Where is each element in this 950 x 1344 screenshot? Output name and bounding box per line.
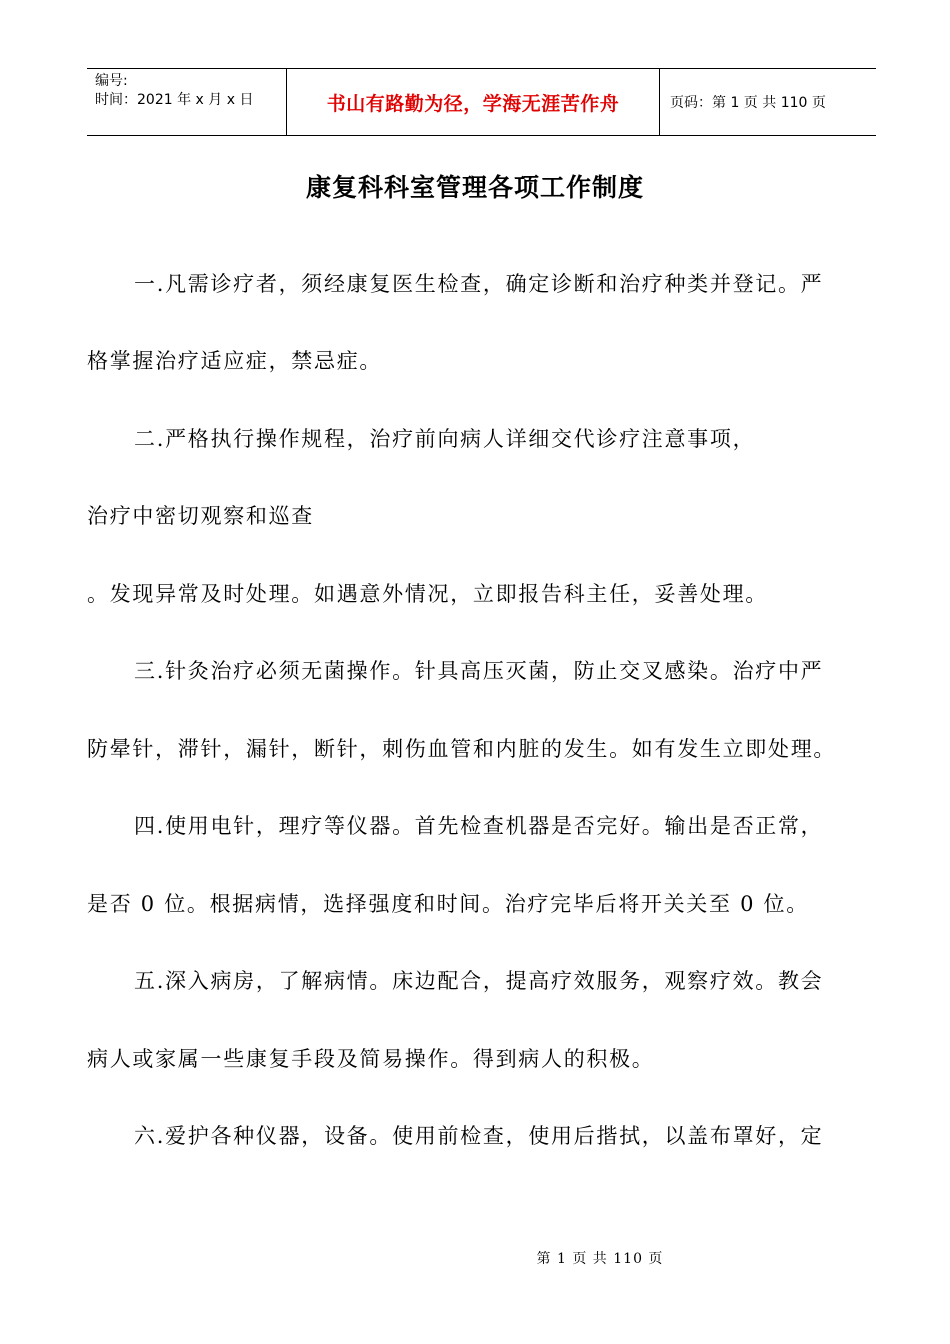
paragraph-line: 防晕针，滞针，漏针，断针，刺伤血管和内脏的发生。如有发生立即处理。: [87, 737, 837, 761]
paragraph-line: 一.凡需诊疗者，须经康复医生检查，确定诊断和治疗种类并登记。严: [134, 272, 824, 296]
motto: 书山有路勤为径，学海无涯苦作舟: [326, 92, 620, 115]
time-label: 时间：2021 年 x 月 x 日: [95, 92, 254, 108]
document-header: [87, 68, 876, 136]
document-title: 康复科科室管理各项工作制度: [305, 173, 644, 202]
paragraph-line: 治疗中密切观察和巡查: [87, 504, 314, 528]
page-footer: 第 1 页 共 110 页: [536, 1251, 664, 1267]
paragraph-line: 格掌握治疗适应症，禁忌症。: [87, 349, 383, 373]
paragraph-line: 病人或家属一些康复手段及简易操作。得到病人的积极。: [87, 1047, 655, 1071]
paragraph-line: 六.爱护各种仪器，设备。使用前检查，使用后揩拭，以盖布罩好，定: [134, 1124, 824, 1148]
paragraph-line: 是否 0 位。根据病情，选择强度和时间。治疗完毕后将开关关至 0 位。: [87, 892, 809, 916]
paragraph-line: 二.严格执行操作规程，治疗前向病人详细交代诊疗注意事项，: [134, 427, 756, 451]
paragraph-line: 四.使用电针，理疗等仪器。首先检查机器是否完好。输出是否正常，: [134, 814, 824, 838]
page-label: 页码：第 1 页 共 110 页: [670, 95, 826, 111]
paragraph-line: 三.针灸治疗必须无菌操作。针具高压灭菌，防止交叉感染。治疗中严: [134, 659, 824, 683]
paragraph-line: 五.深入病房，了解病情。床边配合，提高疗效服务，观察疗效。教会: [134, 969, 824, 993]
paragraph-line: 。发现异常及时处理。如遇意外情况，立即报告科主任，妥善处理。: [87, 582, 768, 606]
header-page-cell: [660, 69, 876, 135]
header-meta: [87, 69, 287, 135]
number-label: 编号:: [95, 73, 128, 89]
header-motto-cell: [287, 69, 660, 135]
